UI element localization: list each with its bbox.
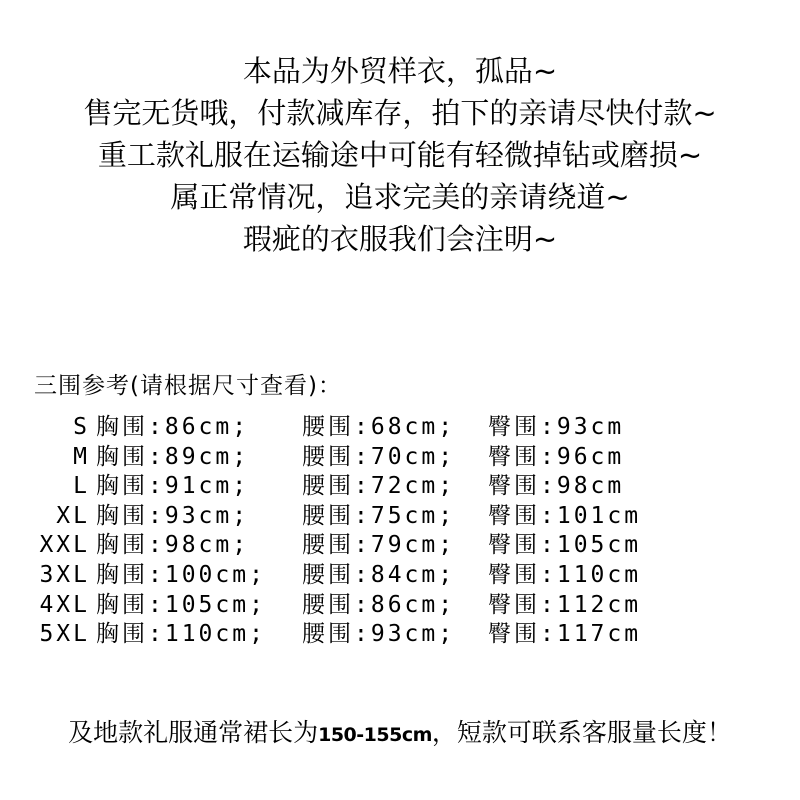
hip-value: 臀围:96cm	[488, 443, 625, 470]
hip-value: 臀围:105cm	[488, 532, 642, 559]
size-row	[0, 561, 642, 591]
hip-value: 臀围:112cm	[488, 591, 642, 618]
waist-value: 腰围:68cm;	[302, 414, 456, 440]
size-label: 5XL	[39, 621, 90, 648]
waist-value: 腰围:75cm;	[302, 502, 456, 529]
notice-line: 售完无货哦，付款减库存，拍下的亲请尽快付款~	[83, 96, 717, 130]
hip-value: 臀围:98cm	[488, 473, 625, 500]
hip-value: 臀围:93cm	[488, 414, 625, 440]
waist-value: 腰围:70cm;	[302, 443, 456, 470]
waist-value: 腰围:93cm;	[302, 621, 456, 648]
size-row	[0, 413, 625, 443]
chest-value: 胸围:89cm;	[96, 443, 250, 470]
notice-line: 属正常情况，追求完美的亲请绕道~	[170, 180, 630, 214]
waist-value: 腰围:79cm;	[302, 532, 456, 559]
size-label: 3XL	[39, 561, 90, 588]
size-label: S	[73, 414, 90, 440]
chest-value: 胸围:110cm;	[96, 621, 266, 648]
waist-value: 腰围:72cm;	[302, 473, 456, 500]
dress-length-note	[0, 715, 800, 753]
size-row	[0, 591, 642, 621]
chest-value: 胸围:93cm;	[96, 502, 250, 529]
size-label: XXL	[39, 532, 90, 559]
notice-line: 本品为外贸样衣，孤品~	[242, 54, 558, 88]
chest-value: 胸围:105cm;	[96, 591, 266, 618]
chest-value: 胸围:100cm;	[96, 561, 266, 588]
notice-line: 重工款礼服在运输途中可能有轻微掉钻或磨损~	[97, 138, 703, 172]
size-label: 4XL	[39, 591, 90, 618]
size-row	[0, 472, 625, 502]
size-label: XL	[56, 502, 90, 529]
notice-lines	[0, 50, 800, 260]
hip-value: 臀围:110cm	[488, 561, 642, 588]
waist-value: 腰围:86cm;	[302, 591, 456, 618]
waist-value: 腰围:84cm;	[302, 561, 456, 588]
size-label: M	[73, 443, 90, 470]
dress-length-suffix: ，短款可联系客服量长度！	[431, 718, 732, 747]
size-row	[0, 502, 642, 532]
dress-length-prefix: 及地款礼服通常裙长为	[68, 718, 319, 747]
size-table	[0, 413, 642, 650]
size-row	[0, 620, 642, 650]
notice-line: 瑕疵的衣服我们会注明~	[242, 222, 558, 256]
size-row	[0, 531, 642, 561]
dress-length-value: 150-155cm	[318, 724, 432, 746]
chest-value: 胸围:98cm;	[96, 532, 250, 559]
hip-value: 臀围:117cm	[488, 621, 642, 648]
chest-value: 胸围:91cm;	[96, 473, 250, 500]
size-label: L	[73, 473, 90, 500]
hip-value: 臀围:101cm	[488, 502, 642, 529]
chest-value: 胸围:86cm;	[96, 414, 250, 440]
size-table-title: 三围参考(请根据尺寸查看)：	[34, 373, 342, 399]
size-row	[0, 443, 625, 473]
